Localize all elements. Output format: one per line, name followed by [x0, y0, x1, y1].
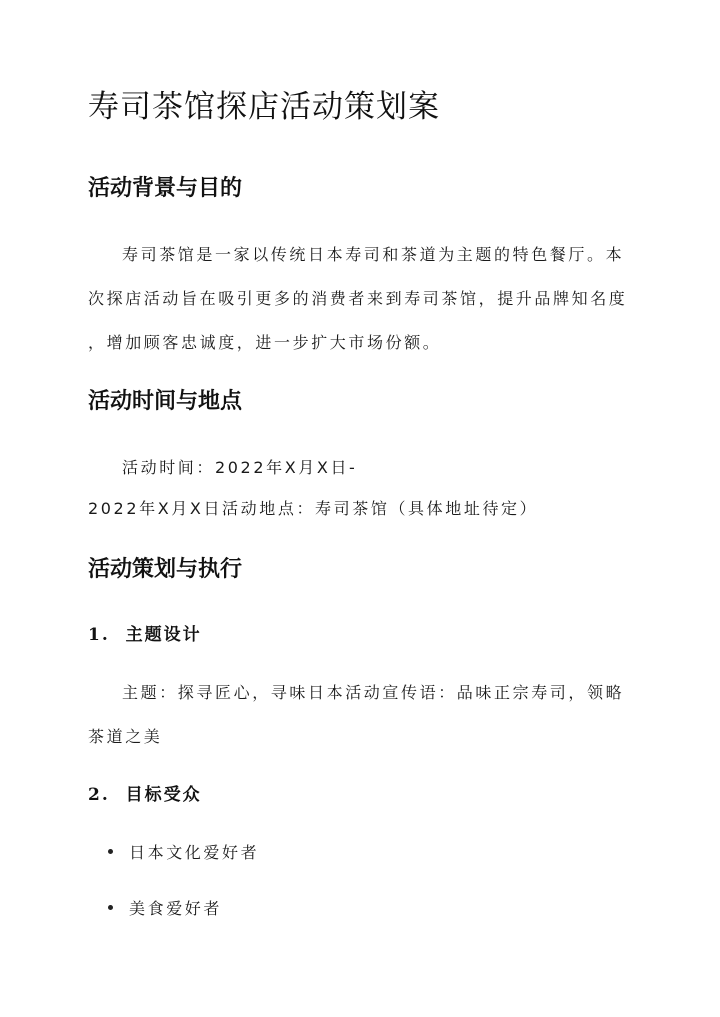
list-item	[108, 841, 259, 865]
bullet-icon	[108, 905, 113, 910]
list-item-label: 日本文化爱好者	[129, 843, 260, 862]
paragraph-line: 寿司茶馆是一家以传统日本寿司和茶道为主题的特色餐厅。本	[122, 245, 625, 264]
section-heading-time-place: 活动时间与地点	[88, 388, 243, 414]
section-heading-background: 活动背景与目的	[88, 175, 243, 201]
document-title: 寿司茶馆探店活动策划案	[88, 89, 440, 125]
section-heading-planning: 活动策划与执行	[88, 556, 243, 582]
bullet-icon	[108, 849, 113, 854]
subsection-heading-theme: 1. 主题设计	[88, 625, 202, 645]
list-item-label: 美食爱好者	[129, 899, 223, 918]
subsection-heading-audience: 2. 目标受众	[88, 785, 202, 805]
paragraph-line: ，增加顾客忠诚度，进一步扩大市场份额。	[88, 333, 442, 352]
list-item	[108, 897, 222, 921]
paragraph-line: 茶道之美	[88, 727, 163, 746]
paragraph-line: 次探店活动旨在吸引更多的消费者来到寿司茶馆，提升品牌知名度	[88, 289, 628, 308]
paragraph-line: 2022年X月X日活动地点：寿司茶馆（具体地址待定）	[88, 499, 539, 518]
paragraph-line: 活动时间：2022年X月X日-	[122, 458, 358, 477]
paragraph-line: 主题：探寻匠心，寻味日本活动宣传语：品味正宗寿司，领略	[122, 683, 625, 702]
